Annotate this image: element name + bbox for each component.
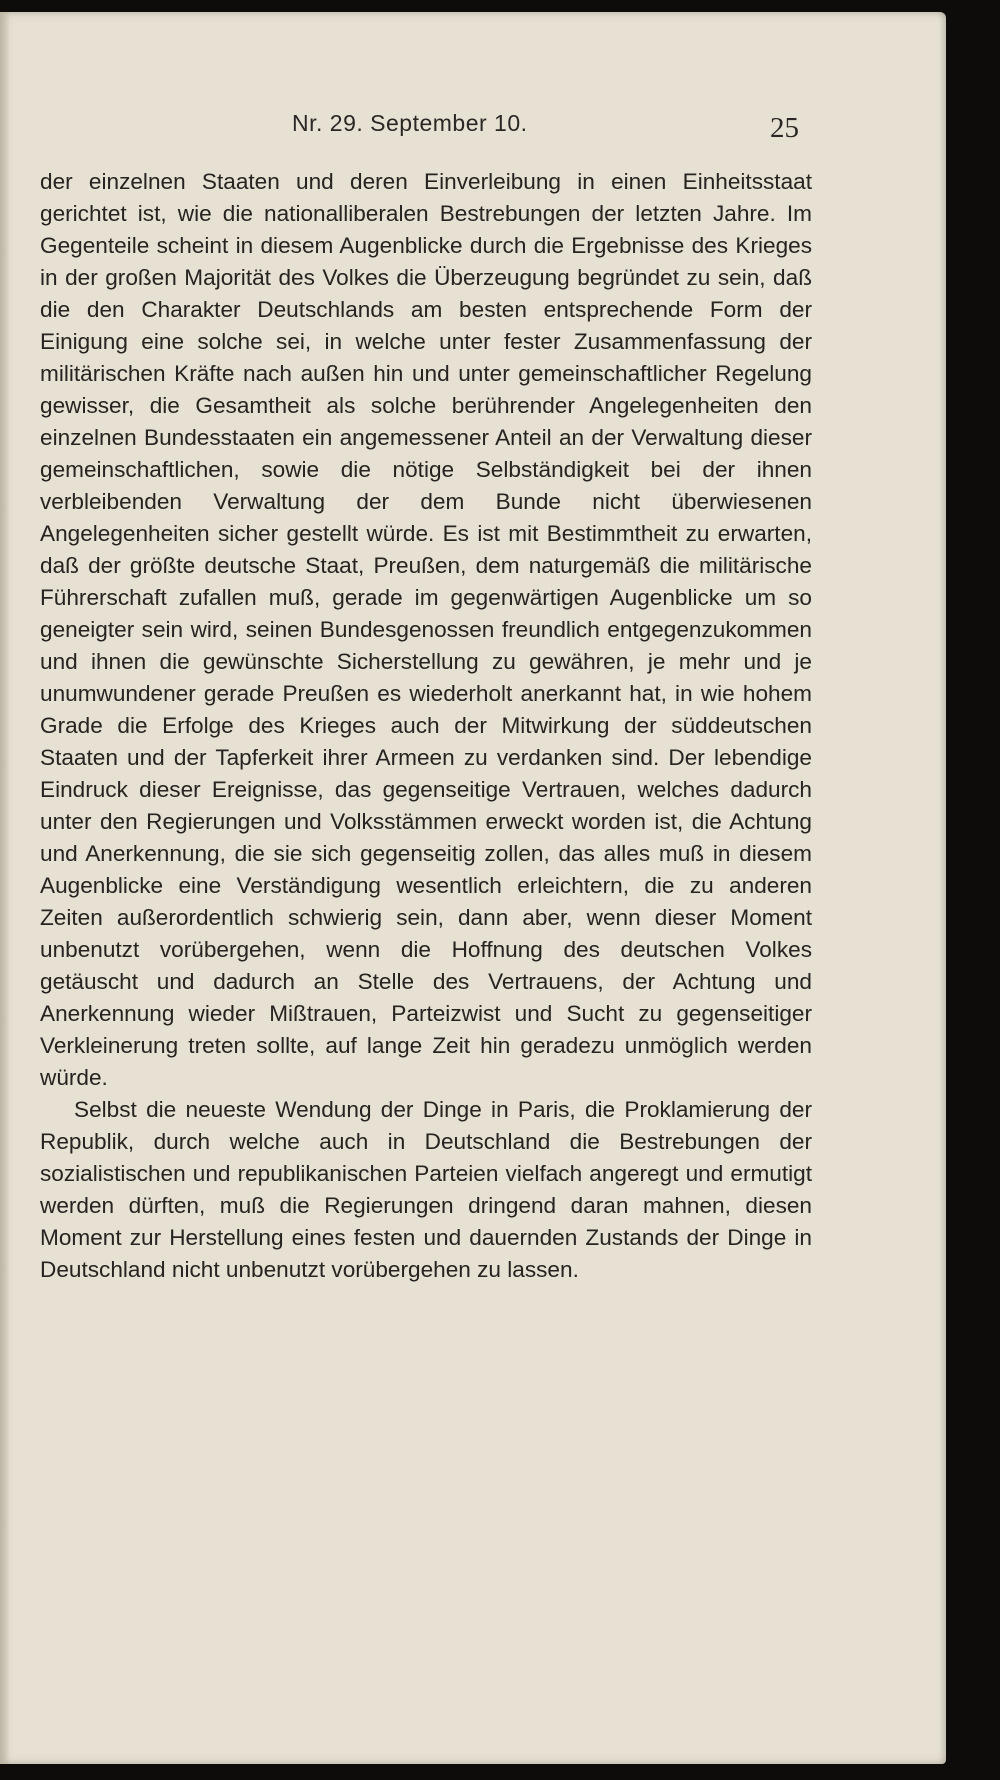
paragraph-1: der einzelnen Staaten und deren Einverleibung in einen Einheitsstaat gerichtet ist, wie die nationalliberalen Bestrebungen der letzten Jahre. Im Gegenteile scheint in diesem Augenblicke durch die Ergebnisse des Krieges in der großen Majorität des Volkes die Überzeugung begründet zu sein, daß die den Charakter Deutschlands am besten entsprechende Form der Einigung eine solche sei, in welche unter fester Zusammenfassung der militärischen Kräfte nach außen hin und unter gemeinschaftlicher Regelung gewisser, die Gesamtheit als solche berührender Angelegenheiten den einzelnen Bundesstaaten ein angemessener Anteil an der Verwaltung dieser gemeinschaftlichen, sowie die nötige Selbständigkeit bei der ihnen verbleibenden Verwaltung der dem Bunde nicht überwiesenen Angelegenheiten sicher gestellt würde. Es ist mit Bestimmtheit zu erwarten, daß der größte deutsche Staat, Preußen, dem naturgemäß die militärische Führerschaft zufallen muß, gerade im gegenwärtigen Augenblicke um so geneigter sein wird, seinen Bundesgenossen freundlich entgegenzukommen und ihnen die gewünschte Sicherstellung zu gewähren, je mehr und je unumwundener gerade Preußen es wiederholt anerkannt hat, in wie hohem Grade die Erfolge des Krieges auch der Mitwirkung der süddeutschen Staaten und der Tapferkeit ihrer Armeen zu verdanken sind. Der lebendige Eindruck dieser Ereignisse, das gegenseitige Vertrauen, welches dadurch unter den Regierungen und Volksstämmen erweckt worden ist, die Achtung und Anerkennung, die sie sich gegenseitig zollen, das alles muß in diesem Augenblicke eine Verständigung wesentlich erleichtern, die zu anderen Zeiten außerordentlich schwierig sein, dann aber, wenn dieser Moment unbenutzt vorübergehen, wenn die Hoffnung des deutschen Volkes getäuscht und dadurch an Stelle des Vertrauens, der Achtung und Anerkennung wieder Mißtrauen, Parteizwist und Sucht zu gegenseitiger Verkleinerung treten sollte, auf lange Zeit hin geradezu unmöglich werden würde.: [40, 169, 812, 1090]
book-page: [0, 12, 946, 1764]
running-head: Nr. 29. September 10.: [292, 110, 528, 136]
paragraph-2: Selbst die neueste Wendung der Dinge in Paris, die Proklamierung der Republik, durch welche auch in Deutschland die Bestrebungen der sozialistischen und republikanischen Parteien vielfach angeregt und ermutigt werden dürften, muß die Regierungen dringend daran mahnen, diesen Moment zur Herstellung eines festen und dauernden Zustands der Dinge in Deutschland nicht unbenutzt vorübergehen zu lassen.: [40, 1097, 812, 1282]
page-number: 25: [770, 112, 799, 144]
page-binding-edge: [0, 12, 10, 1764]
body-text: [40, 166, 812, 1286]
